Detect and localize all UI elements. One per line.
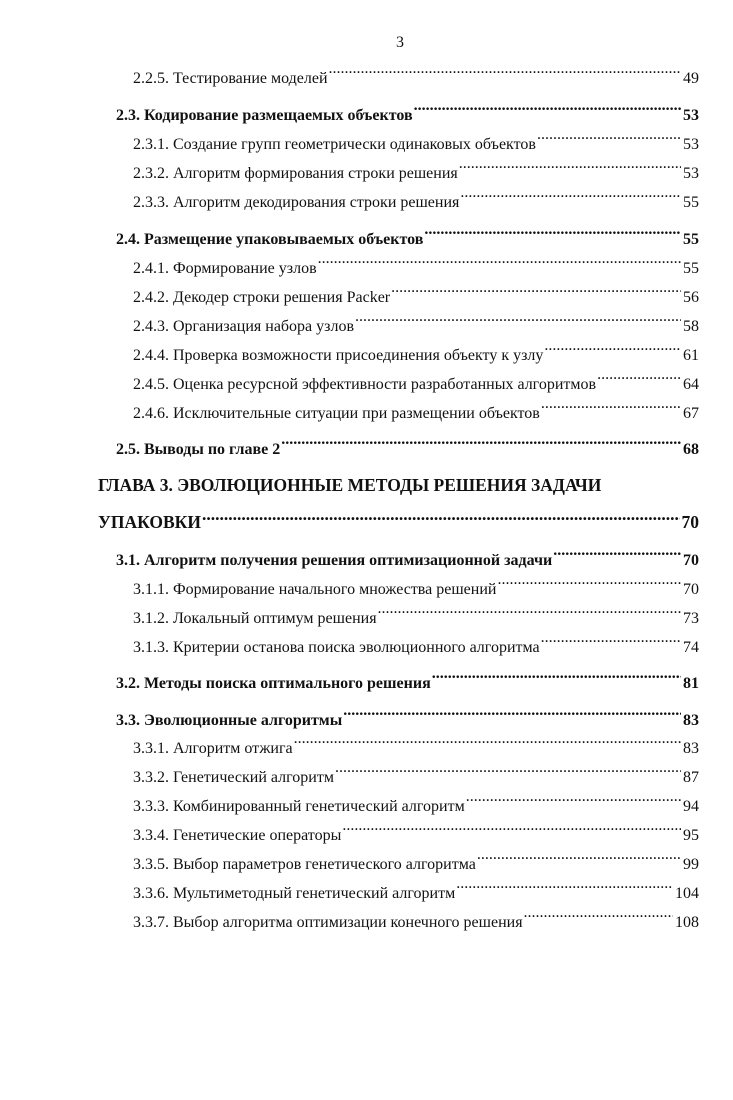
- toc-entry-page: 53: [683, 165, 699, 182]
- toc-entry-page: 74: [683, 639, 699, 656]
- toc-entry-page: 58: [683, 318, 699, 335]
- toc-entry[interactable]: [133, 282, 699, 308]
- toc-section[interactable]: [116, 100, 699, 126]
- toc-entry-title: 3.1.3. Критерии останова поиска эволюционного алгоритма: [133, 639, 540, 656]
- toc-section[interactable]: [116, 545, 699, 571]
- toc-entry[interactable]: [133, 158, 699, 184]
- toc-entry-title: 3.1. Алгоритм получения решения оптимизационной задачи: [116, 552, 553, 569]
- toc-entry[interactable]: [133, 878, 699, 904]
- toc-entry-page: 73: [683, 610, 699, 627]
- toc-entry-page: 64: [683, 376, 699, 393]
- toc-entry-title: 3.3.6. Мультиметодный генетический алгоритм: [133, 885, 456, 902]
- dot-leader: [460, 187, 681, 207]
- toc-entry[interactable]: [133, 63, 699, 89]
- toc-entry[interactable]: [133, 791, 699, 817]
- dot-leader: [318, 253, 681, 273]
- toc-entry-page: 99: [683, 856, 699, 873]
- toc-section[interactable]: [116, 224, 699, 250]
- toc-entry-page: 56: [683, 289, 699, 306]
- dot-leader: [294, 733, 681, 753]
- toc-entry-title: 2.2.5. Тестирование моделей: [133, 70, 328, 87]
- toc-entry-title: 3.1.1. Формирование начального множества решений: [133, 581, 497, 598]
- toc-entry[interactable]: [133, 733, 699, 759]
- toc-entry[interactable]: [133, 820, 699, 846]
- toc-entry-title: 3.3.4. Генетические операторы: [133, 827, 342, 844]
- dot-leader: [537, 129, 681, 149]
- toc-entry-title: 3.3.5. Выбор параметров генетического алгоритма: [133, 856, 476, 873]
- toc-entry-title: 2.5. Выводы по главе 2: [116, 441, 281, 458]
- toc-entry-page: 83: [683, 740, 699, 757]
- dot-leader: [524, 907, 673, 927]
- toc-section[interactable]: [116, 705, 699, 731]
- toc-entry[interactable]: [133, 603, 699, 629]
- dot-leader: [497, 574, 681, 594]
- dot-leader: [335, 762, 681, 782]
- toc-entry-page: 108: [675, 914, 699, 931]
- dot-leader: [281, 434, 681, 454]
- toc-entry-page: 83: [683, 712, 699, 729]
- dot-leader: [391, 282, 681, 302]
- toc-section[interactable]: [116, 668, 699, 694]
- page-number: 3: [396, 34, 404, 51]
- toc-section[interactable]: [116, 434, 699, 460]
- toc-entry-title: 2.3.3. Алгоритм декодирования строки решения: [133, 194, 460, 211]
- dot-leader: [342, 820, 681, 840]
- toc-entry-title: 2.4.2. Декодер строки решения Packer: [133, 289, 391, 306]
- toc-entry-page: 68: [683, 441, 699, 458]
- toc-entry-page: 61: [683, 347, 699, 364]
- toc-entry-title: 2.4.3. Организация набора узлов: [133, 318, 355, 335]
- toc-entry[interactable]: [133, 369, 699, 395]
- toc-entry-title: 2.3. Кодирование размещаемых объектов: [116, 107, 413, 124]
- toc-entry[interactable]: [133, 632, 699, 658]
- toc-entry-page: 95: [683, 827, 699, 844]
- toc-entry-title: 3.3.2. Генетический алгоритм: [133, 769, 334, 786]
- toc-entry[interactable]: [133, 574, 699, 600]
- toc-chapter-entry[interactable]: [98, 508, 699, 532]
- toc-entry-page: 70: [683, 581, 699, 598]
- toc-entry-page: 67: [683, 405, 699, 422]
- dot-leader: [553, 545, 681, 565]
- toc-entry-title: 2.4. Размещение упаковываемых объектов: [116, 231, 424, 248]
- toc-entry-title: 3.3. Эволюционные алгоритмы: [116, 712, 343, 729]
- toc-entry-page: 104: [675, 885, 699, 902]
- toc-entry-title: УПАКОВКИ: [98, 512, 201, 532]
- toc-entry[interactable]: [133, 849, 699, 875]
- dot-leader: [424, 224, 681, 244]
- dot-leader: [597, 369, 681, 389]
- toc-entry-page: 70: [681, 512, 699, 532]
- dot-leader: [466, 791, 681, 811]
- dot-leader: [432, 668, 681, 688]
- toc-entry-page: 94: [683, 798, 699, 815]
- dot-leader: [477, 849, 681, 869]
- dot-leader: [343, 705, 681, 725]
- dot-leader: [459, 158, 681, 178]
- toc-entry-page: 55: [683, 231, 699, 248]
- toc-entry-title: 2.4.4. Проверка возможности присоединения объекту к узлу: [133, 347, 544, 364]
- toc-entry[interactable]: [133, 129, 699, 155]
- toc-entry-title: 2.4.6. Исключительные ситуации при размещении объектов: [133, 405, 540, 422]
- toc-entry-page: 53: [683, 136, 699, 153]
- chapter-heading: ГЛАВА 3. ЭВОЛЮЦИОННЫЕ МЕТОДЫ РЕШЕНИЯ ЗАДАЧИ: [98, 475, 602, 495]
- dot-leader: [378, 603, 681, 623]
- toc-entry[interactable]: [133, 253, 699, 279]
- toc-entry-page: 87: [683, 769, 699, 786]
- toc-entry-title: 3.3.7. Выбор алгоритма оптимизации конечного решения: [133, 914, 523, 931]
- dot-leader: [544, 340, 681, 360]
- dot-leader: [202, 508, 680, 528]
- toc-entry-page: 70: [683, 552, 699, 569]
- toc-entry-title: 2.4.1. Формирование узлов: [133, 260, 317, 277]
- toc-entry-page: 55: [683, 260, 699, 277]
- toc-entry-page: 53: [683, 107, 699, 124]
- toc-entry-title: 3.3.3. Комбинированный генетический алгоритм: [133, 798, 465, 815]
- toc-entry-page: 49: [683, 70, 699, 87]
- toc-entry-title: 3.3.1. Алгоритм отжига: [133, 740, 293, 757]
- dot-leader: [355, 311, 681, 331]
- toc-entry-title: 3.2. Методы поиска оптимального решения: [116, 675, 431, 692]
- toc-entry[interactable]: [133, 187, 699, 213]
- toc-entry-title: 2.3.2. Алгоритм формирования строки решения: [133, 165, 458, 182]
- toc-entry[interactable]: [133, 762, 699, 788]
- dot-leader: [329, 63, 681, 83]
- toc-entry-title: 2.3.1. Создание групп геометрически одинаковых объектов: [133, 136, 536, 153]
- toc-entry-title: 3.1.2. Локальный оптимум решения: [133, 610, 377, 627]
- dot-leader: [456, 878, 673, 898]
- toc-entry[interactable]: [133, 398, 699, 424]
- toc-entry[interactable]: [133, 311, 699, 337]
- dot-leader: [541, 398, 681, 418]
- toc-entry[interactable]: [133, 340, 699, 366]
- toc-entry[interactable]: [133, 907, 699, 933]
- toc-entry-title: 2.4.5. Оценка ресурсной эффективности разработанных алгоритмов: [133, 376, 597, 393]
- toc-entry-page: 55: [683, 194, 699, 211]
- dot-leader: [541, 632, 681, 652]
- dot-leader: [414, 100, 681, 120]
- toc-entry-page: 81: [683, 675, 699, 692]
